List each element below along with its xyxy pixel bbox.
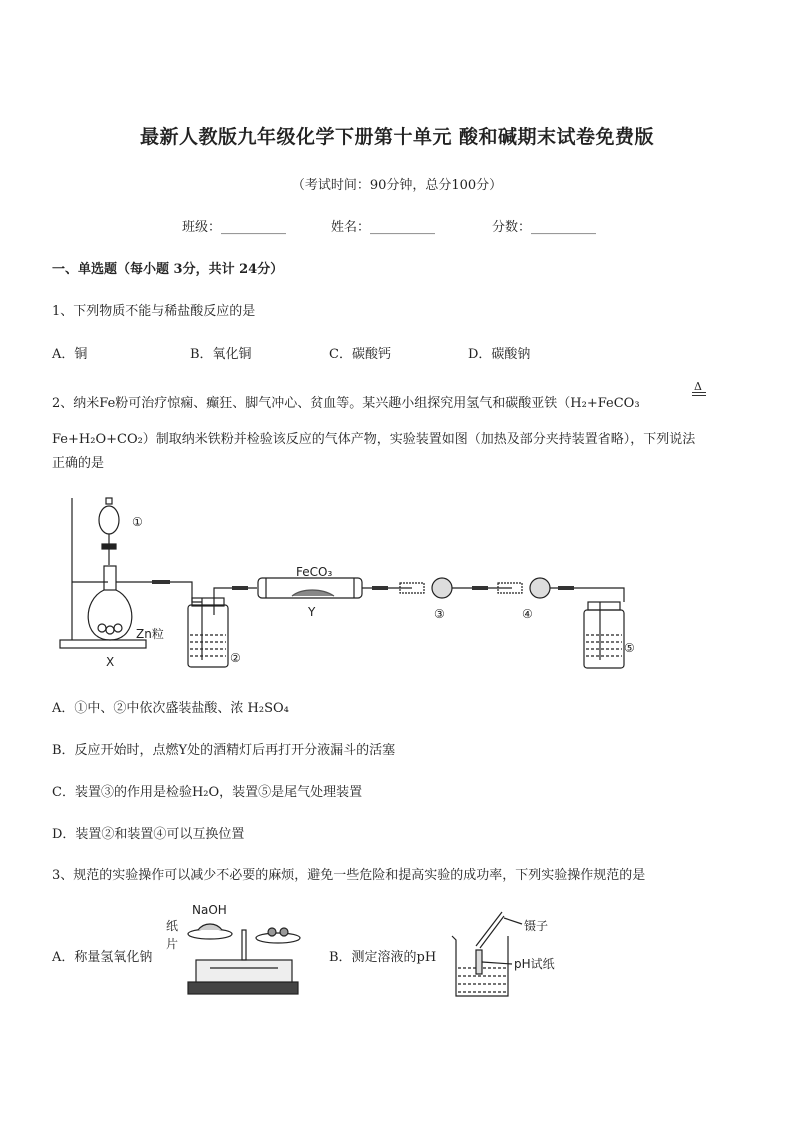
- balance-figure: [160, 900, 310, 1000]
- page-title: 最新人教版九年级化学下册第十单元 酸和碱期末试卷免费版: [139, 126, 655, 148]
- left-pan: [188, 929, 232, 939]
- q1-option-d: D．碳酸钠: [468, 347, 531, 362]
- apparatus-diagram: [52, 490, 642, 675]
- label-y: Y: [308, 605, 316, 619]
- question-1-stem: 1、下列物质不能与稀盐酸反应的是: [52, 304, 256, 319]
- label-zn: Zn粒: [136, 627, 164, 641]
- question-2-line-1: 2、纳米Fe粉可治疗惊痫、癫狂、脚气冲心、贫血等。某兴趣小组探究用氢气和碳酸亚铁（H₂+FeCO₃: [52, 396, 640, 411]
- label-feco3: FeCO₃: [296, 565, 333, 579]
- score-field: 分数：__________: [492, 220, 597, 235]
- label-paper-top: 纸: [166, 919, 179, 933]
- tweezers: [476, 912, 502, 946]
- equation-arrow-line: [692, 395, 706, 396]
- q3-option-b: B．测定溶液的pH: [329, 950, 437, 965]
- name-field: 姓名：__________: [331, 220, 436, 235]
- label-x: X: [106, 655, 115, 669]
- exam-subtitle: （考试时间：90分钟，总分100分）: [291, 178, 503, 193]
- right-pan: [256, 933, 300, 943]
- label-paper-bottom: 片: [166, 937, 179, 951]
- ph-test-figure: [446, 906, 576, 1002]
- drying-tube-3: [432, 578, 452, 598]
- wash-bottle-5: [584, 610, 624, 668]
- balance-base: [188, 982, 298, 994]
- class-field: 班级：__________: [182, 220, 287, 235]
- label-3: ③: [434, 607, 445, 621]
- q2-option-b: B．反应开始时，点燃Y处的酒精灯后再打开分液漏斗的活塞: [52, 743, 396, 758]
- stand-base: [60, 640, 146, 648]
- flask-x: [88, 590, 132, 640]
- question-3-stem: 3、规范的实验操作可以减少不必要的麻烦，避免一些危险和提高实验的成功率，下列实验操作规范的是: [52, 868, 646, 883]
- label-1: ①: [132, 515, 143, 529]
- q3-option-a: A．称量氢氧化钠: [52, 950, 153, 965]
- label-tweezers: 镊子: [524, 919, 549, 933]
- q2-option-c: C．装置③的作用是检验H₂O，装置⑤是尾气处理装置: [52, 785, 363, 800]
- wash-bottle-2: [188, 605, 228, 667]
- q1-option-a: A．铜: [52, 347, 88, 362]
- label-4: ④: [522, 607, 533, 621]
- q1-option-c: C．碳酸钙: [329, 347, 391, 362]
- label-naoh: NaOH: [192, 903, 227, 917]
- label-ph-paper: pH试纸: [514, 957, 555, 971]
- q1-option-b: B．氧化铜: [190, 347, 252, 362]
- separatory-funnel: [99, 506, 119, 534]
- q2-option-d: D．装置②和装置④可以互换位置: [52, 827, 245, 842]
- section-heading: 一、单选题（每小题 3分，共计 24分）: [52, 262, 284, 277]
- q2-option-a: A．①中、②中依次盛装盐酸、浓 H₂SO₄: [52, 701, 289, 716]
- ph-paper: [476, 950, 482, 974]
- label-2: ②: [230, 651, 241, 665]
- question-2-line-2: Fe+H₂O+CO₂）制取纳米铁粉并检验该反应的气体产物，实验装置如图（加热及部分夹持装置省略），下列说法: [52, 432, 696, 447]
- label-5: ⑤: [624, 641, 635, 655]
- equation-arrow-line: [692, 392, 706, 393]
- drying-tube-4: [530, 578, 550, 598]
- heat-symbol: Δ: [694, 380, 702, 393]
- question-2-line-3: 正确的是: [52, 456, 105, 471]
